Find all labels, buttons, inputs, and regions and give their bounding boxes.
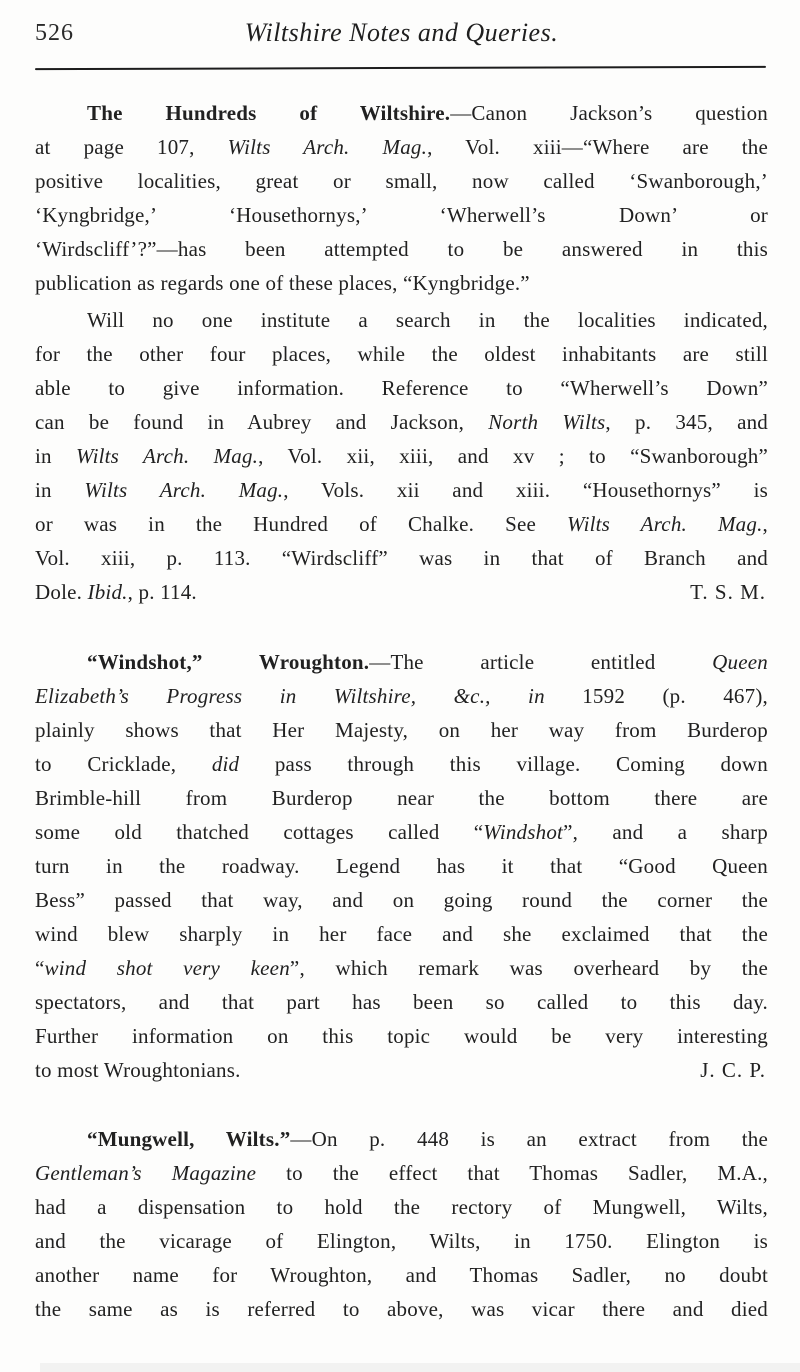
- text-line: [35, 1190, 768, 1224]
- text-segment: , Vols. xii and xiii. “Housethornys” is: [283, 478, 768, 502]
- text-segment: ”, and a sharp: [563, 820, 768, 844]
- text-segment: to most Wroughtonians.: [35, 1058, 241, 1082]
- contributor-initials: T. S. M.: [690, 580, 766, 604]
- running-title: Wiltshire Notes and Queries.: [244, 18, 559, 47]
- text-line: [35, 985, 768, 1019]
- text-line: [35, 781, 768, 815]
- text-line: [35, 405, 768, 439]
- text-line: [35, 232, 768, 266]
- text-line: [35, 266, 768, 300]
- text-line: [35, 747, 768, 781]
- header-rule: [35, 66, 766, 70]
- text-segment: Brimble-hill from Burderop near the bottom there are: [35, 786, 768, 810]
- text-segment: to Cricklade,: [35, 752, 212, 776]
- text-segment: in: [35, 444, 77, 468]
- text-line: [35, 164, 768, 198]
- text-segment: —The article entitled: [369, 650, 713, 674]
- text-line: [35, 507, 768, 541]
- text-line: [35, 303, 768, 337]
- text-line: [35, 951, 768, 985]
- text-segment: able to give information. Reference to “Wherwell’s Down”: [35, 376, 768, 400]
- text-segment: some old thatched cottages called “: [35, 820, 484, 844]
- text-segment: Will no one institute a search in the localities indicated,: [87, 308, 768, 332]
- entry-heading: “Mungwell, Wilts.”: [87, 1127, 291, 1151]
- text-line: [35, 439, 768, 473]
- text-segment: pass through this village. Coming down: [239, 752, 768, 776]
- text-segment: turn in the roadway. Legend has it that “Good Queen: [35, 854, 768, 878]
- entry-heading: The Hundreds of Wiltshire.: [87, 101, 451, 125]
- text-segment: Queen: [712, 650, 768, 674]
- text-segment: the same as is referred to above, was vicar there and died: [35, 1297, 768, 1321]
- entry-windshot-wroughton: [35, 645, 768, 1087]
- text-line: [35, 1019, 768, 1053]
- text-line: [35, 883, 768, 917]
- text-segment: another name for Wroughton, and Thomas Sadler, no doubt: [35, 1263, 768, 1287]
- text-segment: for the other four places, while the oldest inhabitants are still: [35, 342, 768, 366]
- text-segment: Gentleman’s Magazine: [35, 1161, 257, 1185]
- text-segment: Further information on this topic would be very interesting: [35, 1024, 768, 1048]
- text-line: [35, 645, 768, 679]
- text-segment: , p. 345, and: [605, 410, 768, 434]
- text-segment: ,: [762, 512, 768, 536]
- text-segment: can be found in Aubrey and Jackson,: [35, 410, 489, 434]
- entry-heading: “Windshot,” Wroughton.: [87, 650, 370, 674]
- text-segment: Wilts Arch. Mag.: [227, 135, 428, 159]
- text-line: [35, 337, 768, 371]
- text-segment: ”, which remark was overheard by the: [289, 956, 768, 980]
- text-segment: positive localities, great or small, now called ‘Swanborough,’: [35, 169, 768, 193]
- text-segment: or was in the Hundred of Chalke. See: [35, 512, 568, 536]
- text-segment: did: [211, 752, 240, 776]
- text-line: [35, 1053, 768, 1087]
- text-segment: publication as regards one of these places, “Kyngbridge.”: [35, 271, 530, 295]
- text-line: [35, 1292, 768, 1326]
- text-segment: , p. 114.: [127, 580, 197, 604]
- text-segment: ‘Kyngbridge,’ ‘Housethornys,’ ‘Wherwell’s Down’ or: [35, 203, 768, 227]
- text-segment: wind shot very keen: [44, 956, 290, 980]
- text-line: [35, 371, 768, 405]
- text-line: [35, 130, 768, 164]
- text-line: [35, 1258, 768, 1292]
- text-segment: —On p. 448 is an extract from the: [290, 1127, 768, 1151]
- text-line: [35, 1122, 768, 1156]
- text-line: [35, 713, 768, 747]
- text-segment: Dole.: [35, 580, 88, 604]
- text-segment: Wilts Arch. Mag.: [567, 512, 763, 536]
- text-line: [35, 1156, 768, 1190]
- text-segment: and the vicarage of Elington, Wilts, in 1750. Elington is: [35, 1229, 768, 1253]
- scan-artifact: [40, 1363, 800, 1372]
- text-segment: wind blew sharply in her face and she exclaimed that the: [35, 922, 768, 946]
- text-segment: plainly shows that Her Majesty, on her way from Burderop: [35, 718, 768, 742]
- text-segment: ‘Wirdscliff’?”—has been attempted to be answered in this: [35, 237, 768, 261]
- text-segment: Vol. xiii, p. 113. “Wirdscliff” was in that of Branch and: [35, 546, 768, 570]
- text-segment: , Vol. xii, xiii, and xv ; to “Swanborough”: [258, 444, 768, 468]
- text-segment: Windshot: [483, 820, 564, 844]
- page-number: 526: [35, 20, 74, 46]
- text-segment: had a dispensation to hold the rectory of Mungwell, Wilts,: [35, 1195, 768, 1219]
- text-segment: [35, 575, 197, 609]
- text-segment: Bess” passed that way, and on going round the corner the: [35, 888, 768, 912]
- entry-mungwell-wilts: [35, 1122, 768, 1326]
- text-segment: at page 107,: [35, 135, 228, 159]
- text-segment: to the effect that Thomas Sadler, M.A.,: [256, 1161, 768, 1185]
- text-segment: Elizabeth’s Progress in Wiltshire, &c., in: [35, 684, 545, 708]
- text-segment: [35, 1053, 241, 1087]
- entry-hundreds-of-wiltshire-paragraph-1: [35, 96, 768, 300]
- text-segment: Ibid.: [87, 580, 128, 604]
- text-line: [35, 917, 768, 951]
- text-segment: Wilts Arch. Mag.: [84, 478, 284, 502]
- text-segment: , Vol. xiii—“Where are the: [427, 135, 768, 159]
- text-segment: in: [35, 478, 85, 502]
- text-line: [35, 575, 768, 609]
- text-line: [35, 541, 768, 575]
- text-line: [35, 473, 768, 507]
- text-line: [35, 96, 768, 130]
- contributor-initials: J. C. P.: [700, 1058, 766, 1082]
- text-segment: North Wilts: [488, 410, 606, 434]
- text-line: [35, 198, 768, 232]
- text-segment: “: [35, 956, 45, 980]
- text-segment: 1592 (p. 467),: [544, 684, 768, 708]
- text-line: [35, 1224, 768, 1258]
- text-segment: Wilts Arch. Mag.: [76, 444, 259, 468]
- text-line: [35, 849, 768, 883]
- entry-hundreds-of-wiltshire-paragraph-2: [35, 303, 768, 609]
- text-line: [35, 815, 768, 849]
- text-segment: spectators, and that part has been so called to this day.: [35, 990, 768, 1014]
- page-header: [35, 16, 768, 50]
- text-segment: —Canon Jackson’s question: [450, 101, 768, 125]
- text-line: [35, 679, 768, 713]
